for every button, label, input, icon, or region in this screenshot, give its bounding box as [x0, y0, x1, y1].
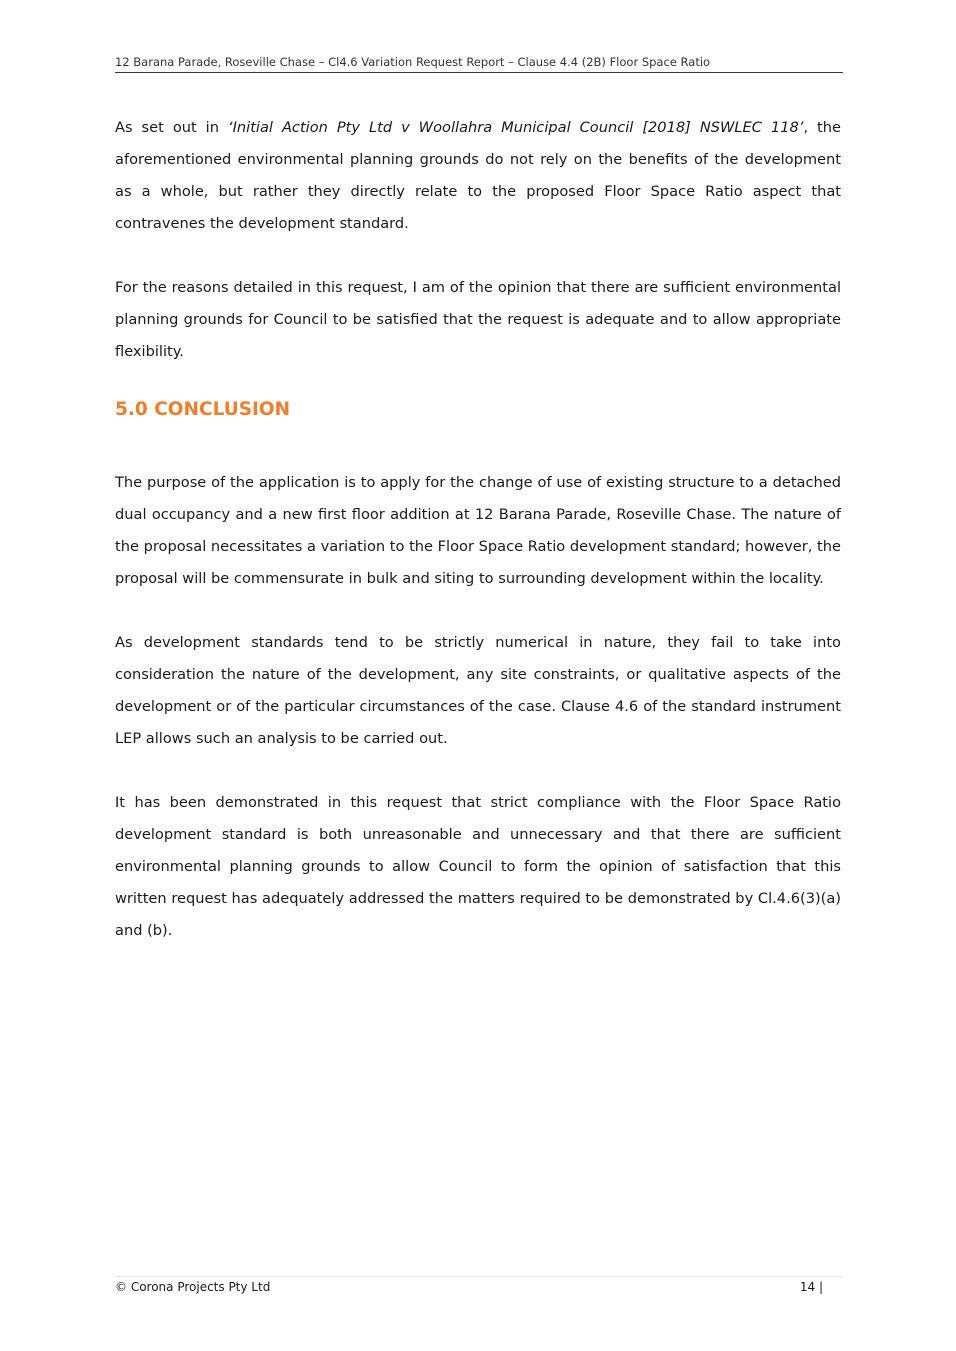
- case-citation: ‘Initial Action Pty Ltd v Woollahra Municipal Council [2018] NSWLEC 118’: [227, 119, 804, 136]
- paragraph-initial-action: [115, 112, 841, 240]
- running-header-title: 12 Barana Parade, Roseville Chase – Cl4.6 Variation Request Report – Clause 4.4 (2B) Floor Space Ratio: [115, 55, 711, 69]
- paragraph-spacer: [115, 755, 841, 787]
- paragraph-initial-action-rest: , the aforementioned environmental planning grounds do not rely on the benefits of the development as a whole, but rather they directly relate to the proposed Floor Space Ratio aspect that contravenes the development standard.: [115, 119, 841, 232]
- running-header: [115, 55, 843, 73]
- section-heading-conclusion: 5.0 CONCLUSION: [115, 399, 291, 420]
- footer-copyright: © Corona Projects Pty Ltd: [115, 1280, 271, 1294]
- paragraph-initial-action-intro: As set out in: [115, 119, 228, 136]
- paragraph-application-purpose: The purpose of the application is to apply for the change of use of existing structure to a detached dual occupancy and a new first floor addition at 12 Barana Parade, Roseville Chase. The nature of the proposal necessitates a variation to the Floor Space Ratio development standard; however, the proposal will be commensurate in bulk and siting to surrounding development within the locality.: [115, 474, 841, 587]
- paragraph-development-standards: As development standards tend to be strictly numerical in nature, they fail to take into consideration the nature of the development, any site constraints, or qualitative aspects of the development or of the particular circumstances of the case. Clause 4.6 of the standard instrument LEP allows such an analysis to be carried out.: [115, 634, 841, 747]
- footer-page-number: 14 |: [799, 1280, 823, 1294]
- paragraph-spacer: [115, 240, 841, 272]
- page-footer: [115, 1276, 843, 1294]
- paragraph-sufficient-grounds: For the reasons detailed in this request, I am of the opinion that there are sufficient environmental planning grounds for Council to be satisfied that the request is adequate and to allow appropriate flexibility.: [115, 279, 841, 360]
- document-body: [115, 112, 841, 947]
- paragraph-spacer: [115, 595, 841, 627]
- paragraph-demonstrated-compliance: It has been demonstrated in this request that strict compliance with the Floor Space Ratio development standard is both unreasonable and unnecessary and that there are sufficient environmental planning grounds to allow Council to form the opinion of satisfaction that this written request has adequately addressed the matters required to be demonstrated by Cl.4.6(3)(a) and (b).: [115, 794, 841, 939]
